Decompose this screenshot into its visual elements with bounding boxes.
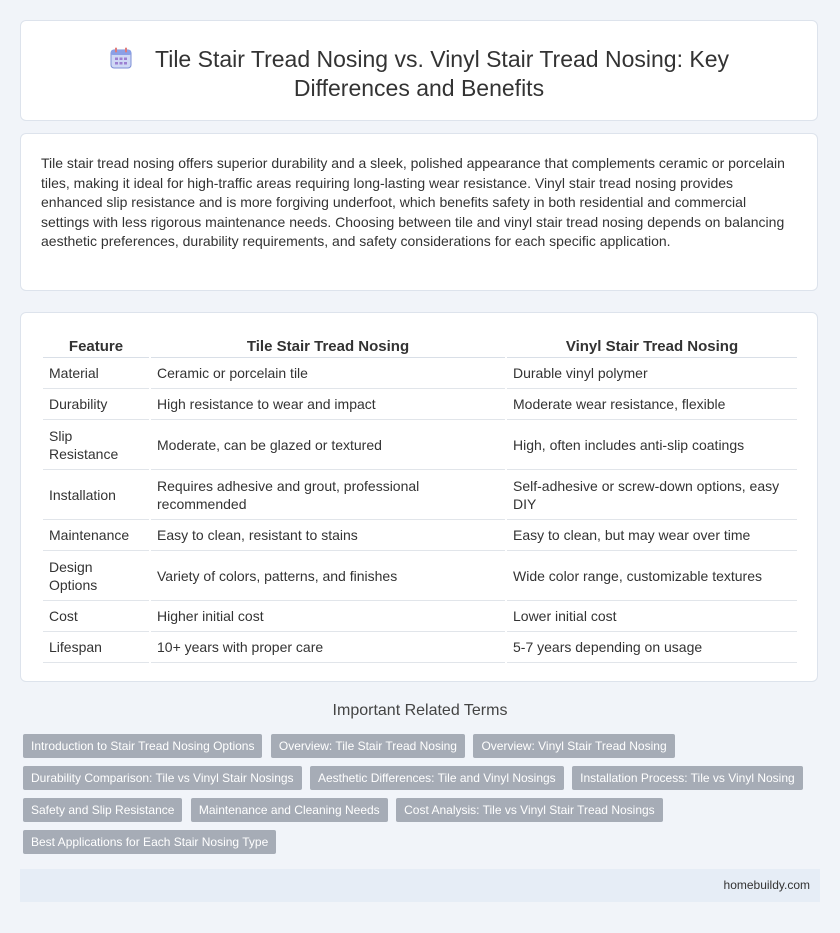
header-tile: Tile Stair Tread Nosing bbox=[151, 333, 505, 358]
table-row bbox=[43, 632, 797, 663]
related-terms-title: Important Related Terms bbox=[332, 702, 508, 719]
tile-cell: Higher initial cost bbox=[151, 601, 505, 632]
feature-cell: Installation bbox=[43, 470, 149, 520]
feature-cell: Durability bbox=[43, 389, 149, 420]
page-title bbox=[21, 45, 817, 103]
related-term-tag[interactable]: Maintenance and Cleaning Needs bbox=[191, 798, 388, 822]
feature-cell: Slip Resistance bbox=[43, 420, 149, 470]
vinyl-cell: Moderate wear resistance, flexible bbox=[507, 389, 797, 420]
vinyl-cell: Self-adhesive or screw-down options, easy DIY bbox=[507, 470, 797, 520]
feature-cell: Cost bbox=[43, 601, 149, 632]
related-term-tag[interactable]: Overview: Tile Stair Tread Nosing bbox=[271, 734, 465, 758]
vinyl-cell: Easy to clean, but may wear over time bbox=[507, 520, 797, 551]
tile-cell: High resistance to wear and impact bbox=[151, 389, 505, 420]
vinyl-cell: Durable vinyl polymer bbox=[507, 358, 797, 389]
tile-cell: Requires adhesive and grout, professional recommended bbox=[151, 470, 505, 520]
vinyl-cell: High, often includes anti-slip coatings bbox=[507, 420, 797, 470]
header-vinyl: Vinyl Stair Tread Nosing bbox=[507, 333, 797, 358]
title-card bbox=[20, 20, 818, 121]
table-row bbox=[43, 520, 797, 551]
tile-cell: Moderate, can be glazed or textured bbox=[151, 420, 505, 470]
feature-cell: Lifespan bbox=[43, 632, 149, 663]
tile-cell: 10+ years with proper care bbox=[151, 632, 505, 663]
table-row bbox=[43, 551, 797, 601]
related-term-tag[interactable]: Aesthetic Differences: Tile and Vinyl Nosings bbox=[310, 766, 564, 790]
related-term-tag[interactable]: Safety and Slip Resistance bbox=[23, 798, 182, 822]
related-term-tag[interactable]: Cost Analysis: Tile vs Vinyl Stair Tread Nosings bbox=[396, 798, 663, 822]
feature-cell: Design Options bbox=[43, 551, 149, 601]
comparison-card bbox=[20, 312, 818, 682]
intro-paragraph: Tile stair tread nosing offers superior durability and a sleek, polished appearance that complements ceramic or porcelain tiles, making it ideal for high-traffic areas requiring long-lasting wear resistance. Vinyl stair tread nosing provides enhanced slip resistance and is more forgiving underfoot, which benefits safety in both residential and commercial settings with less rigorous maintenance needs. Choosing between tile and vinyl stair tread nosing depends on balancing aesthetic preferences, durability requirements, and safety considerations for each specific application. bbox=[41, 155, 785, 250]
related-term-tag[interactable]: Overview: Vinyl Stair Tread Nosing bbox=[473, 734, 674, 758]
vinyl-cell: 5-7 years depending on usage bbox=[507, 632, 797, 663]
tile-cell: Ceramic or porcelain tile bbox=[151, 358, 505, 389]
footer-site-link[interactable]: homebuildy.com bbox=[723, 878, 810, 892]
related-terms-list bbox=[23, 734, 813, 862]
intro-card bbox=[20, 133, 818, 291]
table-row bbox=[43, 389, 797, 420]
tile-cell: Easy to clean, resistant to stains bbox=[151, 520, 505, 551]
header-feature: Feature bbox=[43, 333, 149, 358]
footer bbox=[20, 869, 820, 902]
tile-cell: Variety of colors, patterns, and finishes bbox=[151, 551, 505, 601]
table-header-row bbox=[43, 333, 797, 358]
feature-cell: Maintenance bbox=[43, 520, 149, 551]
table-row bbox=[43, 470, 797, 520]
calendar-icon bbox=[109, 46, 133, 70]
related-term-tag[interactable]: Durability Comparison: Tile vs Vinyl Stair Nosings bbox=[23, 766, 302, 790]
feature-cell: Material bbox=[43, 358, 149, 389]
title-line-2: Differences and Benefits bbox=[293, 75, 545, 101]
table-row bbox=[43, 601, 797, 632]
table-row bbox=[43, 358, 797, 389]
vinyl-cell: Wide color range, customizable textures bbox=[507, 551, 797, 601]
table-row bbox=[43, 420, 797, 470]
related-term-tag[interactable]: Introduction to Stair Tread Nosing Options bbox=[23, 734, 262, 758]
vinyl-cell: Lower initial cost bbox=[507, 601, 797, 632]
comparison-table bbox=[41, 333, 799, 663]
related-term-tag[interactable]: Installation Process: Tile vs Vinyl Nosing bbox=[572, 766, 803, 790]
related-term-tag[interactable]: Best Applications for Each Stair Nosing Type bbox=[23, 830, 276, 854]
title-line-1: Tile Stair Tread Nosing vs. Vinyl Stair Tread Nosing: Key bbox=[155, 46, 729, 72]
